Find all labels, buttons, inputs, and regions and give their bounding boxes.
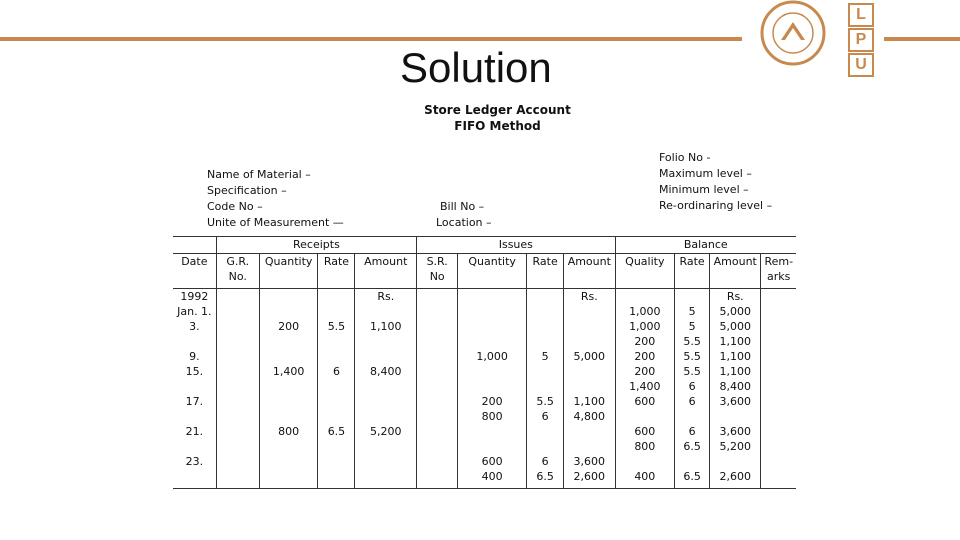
ledger-heading [420, 102, 575, 134]
table-row [173, 454, 796, 489]
cell-r-rate: 6.5 [318, 424, 355, 454]
cell-remarks [761, 424, 796, 454]
ledger-left-fields [207, 167, 344, 231]
cell-r-qty [259, 394, 318, 424]
cell-i-rate: 6 6.5 [527, 454, 564, 489]
column-header: Rate [318, 254, 355, 289]
cell-r-rate [318, 349, 355, 364]
cell-r-qty [259, 454, 318, 489]
cell-i-qty: 1,000 [458, 349, 527, 364]
cell-i-qty: 200 800 [458, 394, 527, 424]
group-receipts: Receipts [216, 237, 416, 254]
cell-r-rate [318, 394, 355, 424]
table-row [173, 394, 796, 424]
cell-gr [216, 364, 259, 394]
cell-sr [417, 394, 458, 424]
cell-r-amt: 1,100 [355, 319, 417, 349]
cell-gr [216, 424, 259, 454]
lpu-logo [848, 3, 872, 78]
cell-r-amt [355, 394, 417, 424]
field-code-no: Code No – [207, 200, 263, 213]
cell-r-rate [318, 289, 355, 320]
table-row [173, 289, 796, 320]
field-folio-no: Folio No - [659, 151, 711, 164]
cell-i-rate [527, 289, 564, 320]
cell-b-amt: 5,000 1,100 [710, 319, 761, 349]
cell-sr [417, 364, 458, 394]
cell-b-qty: 600 [615, 394, 675, 424]
field-maximum-level: Maximum level – [659, 167, 752, 180]
column-header: G.R. No. [216, 254, 259, 289]
cell-b-amt: 2,600 [710, 454, 761, 489]
table-row [173, 319, 796, 349]
ledger-middle-fields [436, 199, 492, 231]
cell-i-amt: 1,100 4,800 [564, 394, 615, 424]
cell-i-amt [564, 319, 615, 349]
cell-date: 15. [185, 365, 204, 378]
column-header: Quality [615, 254, 675, 289]
column-header: Rate [527, 254, 564, 289]
cell-sr [417, 424, 458, 454]
cell-r-rate [318, 454, 355, 489]
field-name-of-material: Name of Material – [207, 168, 311, 181]
cell-r-amt: Rs. [355, 289, 417, 320]
cell-b-rate: 5 5.5 [675, 319, 710, 349]
cell-gr [216, 394, 259, 424]
field-reorder-level: Re-ordinaring level – [659, 199, 773, 212]
cell-b-rate: 6 [675, 394, 710, 424]
cell-r-rate: 6 [318, 364, 355, 394]
cell-r-amt: 8,400 [355, 364, 417, 394]
cell-b-amt: Rs. 5,000 [710, 289, 761, 320]
cell-remarks [761, 289, 796, 320]
cell-gr [216, 454, 259, 489]
cell-sr [417, 454, 458, 489]
cell-r-qty [259, 289, 318, 320]
cell-sr [417, 349, 458, 364]
cell-b-rate: 5 [675, 289, 710, 320]
cell-i-qty: 600 400 [458, 454, 527, 489]
cell-r-qty: 800 [259, 424, 318, 454]
column-header: Quantity [458, 254, 527, 289]
column-header: Rem- arks [761, 254, 796, 289]
cell-r-amt [355, 349, 417, 364]
cell-r-amt: 5,200 [355, 424, 417, 454]
cell-date: 17. [185, 395, 204, 408]
column-header: Amount [355, 254, 417, 289]
cell-remarks [761, 394, 796, 424]
cell-i-rate [527, 364, 564, 394]
cell-sr [417, 289, 458, 320]
cell-b-rate: 6 6.5 [675, 424, 710, 454]
cell-date: 3. [189, 320, 200, 333]
cell-gr [216, 319, 259, 349]
cell-r-rate: 5.5 [318, 319, 355, 349]
cell-sr [417, 319, 458, 349]
ledger-subtitle: FIFO Method [454, 119, 541, 133]
cell-i-rate: 5.5 6 [527, 394, 564, 424]
cell-i-amt [564, 424, 615, 454]
cell-remarks [761, 364, 796, 394]
cell-remarks [761, 454, 796, 489]
cell-r-qty: 200 [259, 319, 318, 349]
ledger-title: Store Ledger Account [424, 103, 571, 117]
logo-letter-u: U [848, 53, 874, 77]
cell-r-amt [355, 454, 417, 489]
group-balance: Balance [615, 237, 796, 254]
column-header: Rate [675, 254, 710, 289]
logo-letter-p: P [848, 28, 874, 52]
cell-b-qty: 1,000 [615, 289, 675, 320]
table-row [173, 364, 796, 394]
cell-b-qty: 400 [615, 454, 675, 489]
ledger-body [173, 289, 796, 489]
cell-i-rate [527, 424, 564, 454]
field-location: Location – [436, 216, 492, 229]
cell-i-qty [458, 319, 527, 349]
cell-remarks [761, 349, 796, 364]
university-seal-logo [747, 0, 839, 72]
cell-b-rate: 6.5 [675, 454, 710, 489]
cell-i-amt: 3,600 2,600 [564, 454, 615, 489]
table-row [173, 349, 796, 364]
cell-i-rate [527, 319, 564, 349]
cell-i-amt: Rs. [564, 289, 615, 320]
column-header-row [173, 254, 796, 289]
field-specification: Specification – [207, 184, 287, 197]
ledger-right-fields [659, 150, 772, 214]
cell-date: 1992 Jan. 1. [177, 290, 212, 318]
cell-i-amt: 5,000 [564, 349, 615, 364]
group-issues: Issues [417, 237, 615, 254]
cell-remarks [761, 319, 796, 349]
slide-title: Solution [400, 44, 552, 91]
cell-b-qty: 600 800 [615, 424, 675, 454]
cell-i-qty [458, 424, 527, 454]
group-spacer [173, 237, 216, 254]
cell-i-qty [458, 364, 527, 394]
field-minimum-level: Minimum level – [659, 183, 749, 196]
column-header: S.R. No [417, 254, 458, 289]
cell-b-amt: 3,600 [710, 394, 761, 424]
cell-b-rate: 5.5 [675, 349, 710, 364]
column-header: Amount [710, 254, 761, 289]
column-header: Quantity [259, 254, 318, 289]
cell-r-qty: 1,400 [259, 364, 318, 394]
cell-date: 9. [189, 350, 200, 363]
cell-r-qty [259, 349, 318, 364]
field-bill-no: Bill No – [440, 200, 485, 213]
cell-b-qty: 200 [615, 349, 675, 364]
cell-b-amt: 1,100 [710, 349, 761, 364]
field-unit-of-measurement: Unite of Measurement — [207, 216, 344, 229]
cell-gr [216, 349, 259, 364]
cell-gr [216, 289, 259, 320]
header-rule-right [884, 37, 960, 41]
table-row [173, 424, 796, 454]
cell-b-qty: 1,000 200 [615, 319, 675, 349]
cell-i-qty [458, 289, 527, 320]
cell-date: 23. [173, 454, 216, 489]
column-header: Date [173, 254, 216, 289]
store-ledger-table [173, 236, 796, 489]
header-rule-left [0, 37, 742, 41]
cell-b-amt: 1,100 8,400 [710, 364, 761, 394]
cell-i-rate: 5 [527, 349, 564, 364]
cell-i-amt [564, 364, 615, 394]
cell-b-qty: 200 1,400 [615, 364, 675, 394]
cell-b-rate: 5.5 6 [675, 364, 710, 394]
column-header: Amount [564, 254, 615, 289]
cell-b-amt: 3,600 5,200 [710, 424, 761, 454]
group-header-row [173, 237, 796, 254]
logo-letter-l: L [848, 3, 874, 27]
cell-date: 21. [185, 425, 204, 438]
